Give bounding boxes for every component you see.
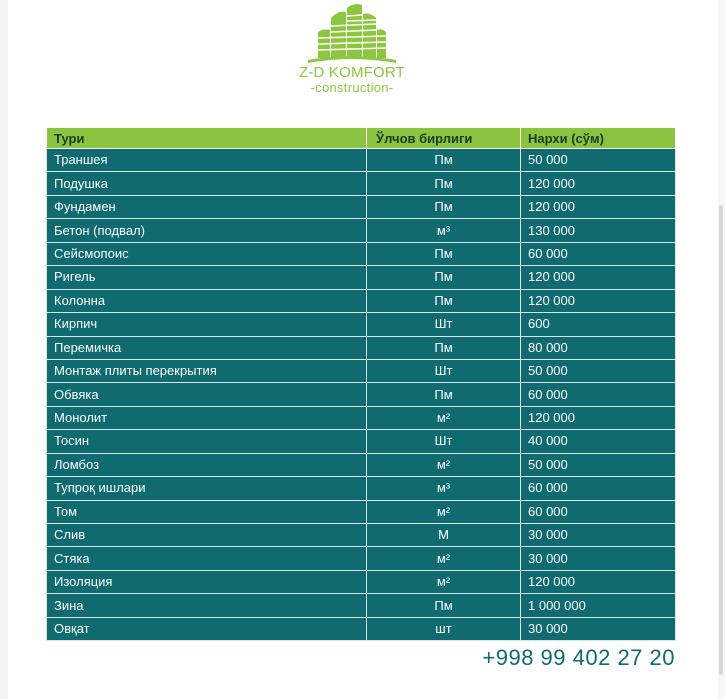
cell-unit: Пм (367, 594, 521, 617)
table-row (47, 313, 676, 336)
cell-unit: М (367, 524, 521, 547)
cell-type: Подушка (47, 172, 367, 195)
cell-price: 120 000 (521, 172, 676, 195)
scrollbar-thumb[interactable] (719, 205, 723, 675)
table-header-row (47, 128, 676, 149)
cell-unit: Пм (367, 289, 521, 312)
cell-type: Изоляция (47, 570, 367, 593)
cell-type: Бетон (подвал) (47, 219, 367, 242)
cell-unit: Пм (367, 149, 521, 172)
cell-type: Слив (47, 524, 367, 547)
cell-unit: м² (367, 453, 521, 476)
cell-type: Фундамен (47, 195, 367, 218)
table-row (47, 547, 676, 570)
company-logo (290, 2, 414, 102)
table-row (47, 266, 676, 289)
table-row (47, 359, 676, 382)
table-row (47, 500, 676, 523)
table-row (47, 219, 676, 242)
cell-unit: Пм (367, 383, 521, 406)
cell-type: Тупроқ ишлари (47, 477, 367, 500)
cell-type: Стяка (47, 547, 367, 570)
cell-price: 50 000 (521, 149, 676, 172)
cell-price: 30 000 (521, 547, 676, 570)
column-header-price: Нархи (сўм) (521, 128, 676, 149)
cell-type: Ригель (47, 266, 367, 289)
contact-phone[interactable]: +998 99 402 27 20 (482, 645, 675, 670)
cell-price: 600 (521, 313, 676, 336)
cell-unit: м² (367, 500, 521, 523)
cell-price: 120 000 (521, 289, 676, 312)
cell-price: 120 000 (521, 266, 676, 289)
cell-type: Тосин (47, 430, 367, 453)
cell-type: Ломбоз (47, 453, 367, 476)
cell-price: 50 000 (521, 453, 676, 476)
logo-company-subtitle: -construction- (310, 80, 394, 95)
table-row (47, 149, 676, 172)
cell-unit: Пм (367, 242, 521, 265)
table-row (47, 524, 676, 547)
cell-price: 120 000 (521, 195, 676, 218)
cell-price: 80 000 (521, 336, 676, 359)
table-row (47, 594, 676, 617)
cell-type: Овқат (47, 617, 367, 640)
cell-unit: Пм (367, 336, 521, 359)
cell-unit: м² (367, 547, 521, 570)
cell-unit: м³ (367, 219, 521, 242)
cell-price: 120 000 (521, 406, 676, 429)
cell-type: Колонна (47, 289, 367, 312)
cell-unit: шт (367, 617, 521, 640)
cell-type: Кирпич (47, 313, 367, 336)
table-row (47, 570, 676, 593)
left-margin (0, 0, 8, 699)
cell-unit: Шт (367, 430, 521, 453)
table-row (47, 383, 676, 406)
cell-type: Монтаж плиты перекрытия (47, 359, 367, 382)
price-table (46, 127, 676, 641)
right-scroll-track[interactable] (718, 0, 725, 699)
table-row (47, 242, 676, 265)
cell-unit: Шт (367, 313, 521, 336)
cell-price: 40 000 (521, 430, 676, 453)
cell-price: 1 000 000 (521, 594, 676, 617)
table-row (47, 430, 676, 453)
cell-price: 30 000 (521, 617, 676, 640)
cell-unit: Пм (367, 266, 521, 289)
cell-type: Траншея (47, 149, 367, 172)
cell-price: 30 000 (521, 524, 676, 547)
cell-price: 60 000 (521, 242, 676, 265)
table-row (47, 453, 676, 476)
cell-price: 60 000 (521, 500, 676, 523)
table-row (47, 336, 676, 359)
logo-company-name: Z-D KOMFORT (298, 64, 406, 81)
cell-unit: Шт (367, 359, 521, 382)
table-row (47, 477, 676, 500)
cell-price: 130 000 (521, 219, 676, 242)
cell-type: Обвяка (47, 383, 367, 406)
cell-unit: м² (367, 406, 521, 429)
cell-type: Зина (47, 594, 367, 617)
cell-unit: Пм (367, 195, 521, 218)
cell-unit: м³ (367, 477, 521, 500)
column-header-type: Тури (47, 128, 367, 149)
cell-unit: Пм (367, 172, 521, 195)
cell-price: 60 000 (521, 383, 676, 406)
cell-unit: м² (367, 570, 521, 593)
cell-price: 120 000 (521, 570, 676, 593)
cell-price: 60 000 (521, 477, 676, 500)
cell-price: 50 000 (521, 359, 676, 382)
building-logo-icon (304, 2, 400, 64)
table-row (47, 172, 676, 195)
table-row (47, 617, 676, 640)
cell-type: Перемичка (47, 336, 367, 359)
cell-type: Том (47, 500, 367, 523)
cell-type: Монолит (47, 406, 367, 429)
table-row (47, 289, 676, 312)
table-row (47, 406, 676, 429)
table-row (47, 195, 676, 218)
column-header-unit: Ўлчов бирлиги (367, 128, 521, 149)
cell-type: Сейсмопоис (47, 242, 367, 265)
